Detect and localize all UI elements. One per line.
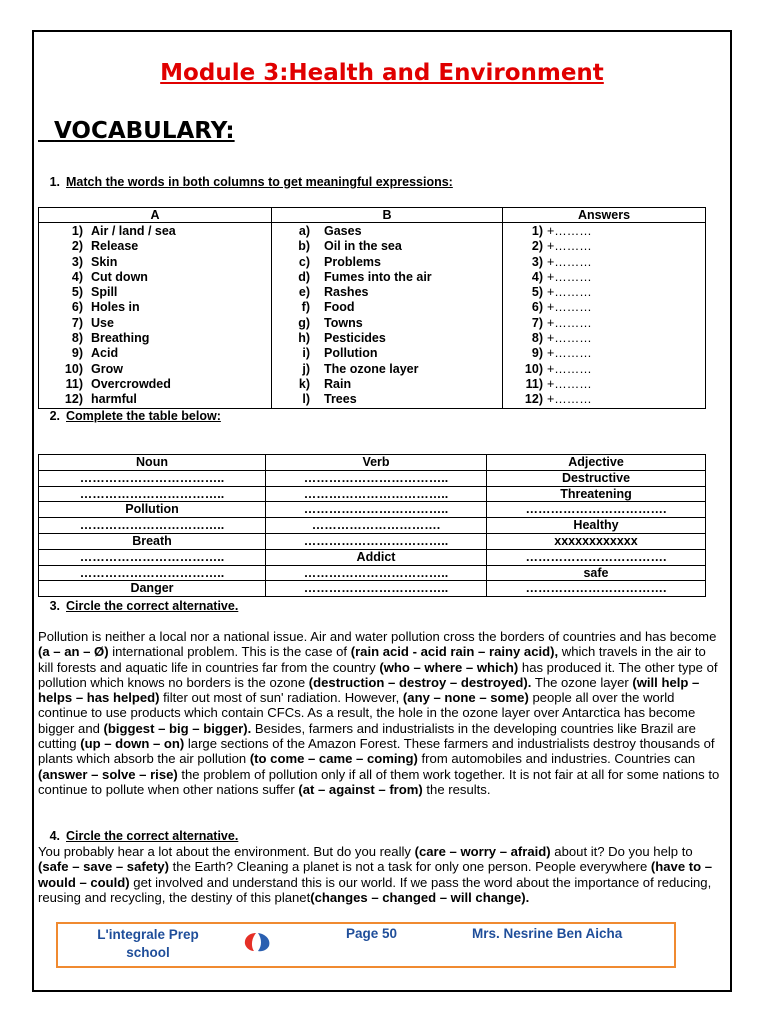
choice-group[interactable]: (at – against – from) [298, 781, 423, 797]
a-item [39, 362, 271, 377]
b-item-number: h) [298, 331, 310, 346]
adjective-cell: Destructive [487, 470, 706, 486]
answer-item-number: 11) [525, 376, 543, 391]
paragraph-text: Besides, farmers and industrialists in the developing countries like Brazil are cutting [38, 720, 696, 752]
a-item-number: 4) [71, 269, 83, 284]
b-item-text: Problems [324, 254, 381, 269]
adjective-cell: xxxxxxxxxxxx [487, 533, 706, 549]
a-item [39, 316, 271, 331]
choice-group[interactable]: (have to – would – could) [38, 859, 713, 890]
answer-item [503, 300, 705, 315]
matching-table [38, 207, 706, 409]
b-item-text: Rain [324, 376, 352, 391]
table-row [39, 533, 706, 549]
paragraph-text: Pollution is neither a local nor a national issue. Air and water pollution cross the borders of countries and has become [38, 629, 717, 644]
answer-item-number: 10) [524, 361, 543, 376]
a-item-text: Cut down [91, 269, 148, 284]
b-item [272, 285, 502, 300]
choice-group[interactable]: (care – worry – afraid) [414, 844, 551, 859]
author-name: Mrs. Nesrine Ben Aicha [472, 926, 623, 941]
a-item [39, 346, 271, 361]
column-b [272, 223, 503, 409]
b-item-text: Oil in the sea [324, 239, 402, 254]
b-item-number: e) [298, 285, 310, 300]
b-item-number: g) [298, 315, 310, 330]
answer-item-text[interactable]: +……… [547, 254, 592, 269]
answer-item [503, 362, 705, 377]
col-header-verb: Verb [266, 455, 487, 471]
a-item-text: Holes in [91, 300, 140, 315]
paragraph-text: the Earth? Cleaning a planet is not a task for only one person. People everywhere [169, 859, 651, 875]
b-item-text: Trees [324, 392, 357, 407]
answer-item-number: 6) [531, 300, 543, 315]
table-row [39, 549, 706, 565]
worksheet-page [32, 30, 732, 992]
a-item [39, 285, 271, 300]
answer-item [503, 239, 705, 254]
answer-item [503, 270, 705, 285]
b-item-text: Pesticides [324, 331, 386, 346]
adjective-cell: safe [487, 565, 706, 581]
answer-item-number: 5) [531, 285, 543, 300]
a-item-number: 9) [71, 346, 83, 361]
answer-item-text[interactable]: +……… [547, 361, 592, 376]
b-item-number: d) [298, 269, 310, 284]
b-item [272, 331, 502, 346]
choice-group[interactable]: (will help – helps – has helped) [38, 674, 700, 706]
table-row [39, 565, 706, 581]
a-item-text: harmful [91, 392, 137, 407]
table-row [39, 581, 706, 597]
col-header-a: A [39, 208, 272, 223]
noun-cell: Pollution [39, 502, 266, 518]
paragraph-text: has produced it. The other type of pollution which knows no borders is the ozone [38, 659, 718, 690]
answer-item-text[interactable]: +……… [547, 346, 592, 361]
b-item [272, 270, 502, 285]
verb-cell[interactable]: …………………………….. [266, 565, 487, 581]
answer-item-number: 12) [524, 392, 543, 407]
word-forms-table [38, 454, 706, 597]
b-item-text: Food [324, 300, 355, 315]
question-2: 2. Complete the table below: [49, 409, 221, 423]
verb-cell[interactable]: …………………………….. [266, 533, 487, 549]
paragraph-text: You probably hear a lot about the environment. But do you really [38, 844, 415, 859]
choice-group[interactable]: (biggest – big – bigger). [103, 720, 252, 736]
choice-group[interactable]: (who – where – which) [379, 659, 519, 675]
noun-cell: Breath [39, 533, 266, 549]
paragraph-text: international problem. This is the case of [108, 644, 351, 660]
paragraph-text: about it? Do you help to [550, 844, 693, 859]
answer-item-text[interactable]: +……… [547, 392, 592, 407]
choice-group[interactable]: (a – an – Ø) [38, 644, 109, 660]
paragraph-text: the problem of pollution only if all of them work together. It is not fair at all for some nations to continue to pollute when other nations suffer [38, 766, 720, 797]
a-item [39, 392, 271, 407]
answer-item [503, 224, 705, 239]
b-item-text: Towns [324, 315, 363, 330]
b-item-text: Gases [324, 224, 362, 238]
choice-group[interactable]: (any – none – some) [402, 690, 529, 706]
a-item-number: 12) [64, 392, 83, 407]
noun-cell[interactable]: …………………………….. [39, 470, 266, 486]
b-item-number: j) [302, 361, 310, 376]
noun-cell[interactable]: …………………………….. [39, 486, 266, 502]
b-item-number: f) [301, 300, 310, 315]
b-item-number: k) [298, 376, 310, 391]
a-item [39, 239, 271, 254]
answer-item-text[interactable]: +……… [547, 315, 592, 330]
a-item [39, 300, 271, 315]
cloze-paragraph-3 [38, 629, 722, 797]
table-row [39, 470, 706, 486]
b-item [272, 362, 502, 377]
answer-item-text[interactable]: +……… [547, 331, 592, 346]
footer-box [56, 922, 676, 968]
col-header-answers: Answers [503, 208, 706, 223]
answer-item-text[interactable]: +……… [547, 300, 592, 315]
noun-cell[interactable]: …………………………….. [39, 565, 266, 581]
paragraph-text: filter out most of sun' radiation. However, [159, 690, 403, 706]
column-a [39, 223, 272, 409]
paragraph-text: get involved and understand this is our world. If we pass the word about the importance of reducing, reusing and recycling, the destiny of this planet [38, 874, 712, 905]
school-name: L'integrale Prep school [97, 927, 199, 960]
b-item-text: Rashes [324, 285, 369, 300]
school-logo-icon [242, 931, 272, 953]
choice-group[interactable]: (destruction – destroy – destroyed). [308, 674, 532, 690]
noun-cell[interactable]: …………………………….. [39, 549, 266, 565]
a-item [39, 331, 271, 346]
choice-group[interactable]: (answer – solve – rise) [38, 766, 178, 782]
adjective-cell[interactable]: ……………………………. [487, 502, 706, 518]
a-item-text: Use [91, 315, 114, 330]
choice-group[interactable]: (rain acid - acid rain – rainy acid), [350, 644, 559, 660]
verb-cell: Addict [266, 549, 487, 565]
choice-group[interactable]: (safe – save – safety) [38, 859, 170, 875]
answer-item-number: 4) [531, 269, 543, 284]
paragraph-text: large sections of the Amazon Forest. These farmers and industrialists destroy thousands of plants which absorb the air pollution [38, 736, 715, 767]
noun-cell: Danger [39, 581, 266, 597]
adjective-cell[interactable]: ……………………………. [487, 581, 706, 597]
answer-item-number: 7) [531, 315, 543, 330]
answer-item-text[interactable]: +……… [547, 269, 592, 284]
paragraph-text: which travels in the air to kill forests and aquatic life in countries far from the country [38, 644, 706, 675]
page-number: Page 50 [346, 926, 398, 941]
answer-item-text[interactable]: +……… [547, 239, 592, 254]
col-header-adjective: Adjective [487, 455, 706, 471]
b-item [272, 255, 502, 270]
noun-cell[interactable]: …………………………….. [39, 518, 266, 534]
a-item [39, 255, 271, 270]
a-item-number: 6) [71, 300, 83, 315]
b-item-number: a) [298, 224, 310, 238]
choice-group[interactable]: (to come – came – coming) [249, 751, 418, 767]
paragraph-text: from automobiles and industries. Countries can [417, 751, 696, 767]
answer-item-number: 9) [531, 346, 543, 361]
adjective-cell: Threatening [487, 486, 706, 502]
table-row [39, 502, 706, 518]
question-4: 4. Circle the correct alternative. [49, 829, 239, 843]
cloze-paragraph-4 [38, 844, 722, 905]
col-header-noun: Noun [39, 455, 266, 471]
verb-cell[interactable]: …………………………….. [266, 486, 487, 502]
a-item-number: 2) [71, 239, 83, 254]
adjective-cell: Healthy [487, 518, 706, 534]
a-item-text: Release [91, 239, 139, 254]
b-item [272, 377, 502, 392]
answer-item-number: 2) [531, 239, 543, 254]
adjective-cell[interactable]: ……………………………. [487, 549, 706, 565]
answer-item [503, 346, 705, 361]
table-row [39, 486, 706, 502]
a-item [39, 377, 271, 392]
answer-item-number: 1) [531, 224, 543, 238]
a-item-number: 3) [71, 254, 83, 269]
choice-group[interactable]: (up – down – on) [80, 736, 185, 752]
b-item [272, 224, 502, 239]
b-item-number: c) [298, 254, 310, 269]
b-item [272, 392, 502, 407]
answer-item [503, 377, 705, 392]
answer-item [503, 316, 705, 331]
b-item [272, 239, 502, 254]
question-1: 1. Match the words in both columns to get meaningful expressions: [49, 175, 453, 189]
table-row [39, 518, 706, 534]
answer-item [503, 255, 705, 270]
a-item-number: 7) [71, 315, 83, 330]
a-item-text: Breathing [91, 331, 150, 346]
vocabulary-heading: VOCABULARY: [54, 118, 235, 144]
answer-item [503, 331, 705, 346]
paragraph-text: the results. [422, 781, 491, 797]
b-item-number: i) [302, 346, 310, 361]
b-item-text: The ozone layer [324, 361, 419, 376]
answer-item-text[interactable]: +……… [547, 376, 592, 391]
a-item-text: Air / land / sea [91, 224, 176, 238]
verb-cell[interactable]: …………………………. [266, 518, 487, 534]
a-item-number: 5) [71, 285, 83, 300]
answer-item-number: 3) [531, 254, 543, 269]
a-item-number: 1) [71, 224, 83, 238]
col-header-b: B [272, 208, 503, 223]
a-item-number: 10) [64, 361, 83, 376]
answer-item [503, 392, 705, 407]
b-item-number: b) [298, 239, 310, 254]
question-3: 3. Circle the correct alternative. [49, 599, 239, 613]
verb-cell[interactable]: …………………………….. [266, 502, 487, 518]
b-item [272, 316, 502, 331]
b-item-text: Pollution [324, 346, 378, 361]
b-item [272, 300, 502, 315]
a-item-text: Grow [91, 361, 123, 376]
a-item-number: 11) [65, 376, 83, 391]
answer-item [503, 285, 705, 300]
a-item [39, 270, 271, 285]
answer-item-text[interactable]: +……… [547, 285, 592, 300]
answer-item-number: 8) [531, 331, 543, 346]
a-item-text: Overcrowded [91, 376, 171, 391]
b-item-text: Fumes into the air [324, 269, 432, 284]
paragraph-text: The ozone layer [531, 674, 633, 690]
verb-cell[interactable]: …………………………….. [266, 470, 487, 486]
column-answers [503, 223, 706, 409]
b-item-number: l) [302, 392, 310, 407]
a-item [39, 224, 271, 239]
answer-item-text[interactable]: +……… [547, 224, 592, 238]
a-item-text: Skin [91, 254, 118, 269]
a-item-text: Acid [91, 346, 119, 361]
a-item-text: Spill [91, 285, 118, 300]
paragraph-text: people all over the world continue to use products which contain CFCs. As a result, the hole in the ozone layer over Antarctica has become bigger and [38, 690, 696, 736]
b-item [272, 346, 502, 361]
page-title: Module 3:Health and Environment [160, 60, 604, 86]
verb-cell[interactable]: …………………………….. [266, 581, 487, 597]
choice-group[interactable]: (changes – changed – will change). [310, 889, 530, 905]
a-item-number: 8) [71, 331, 83, 346]
